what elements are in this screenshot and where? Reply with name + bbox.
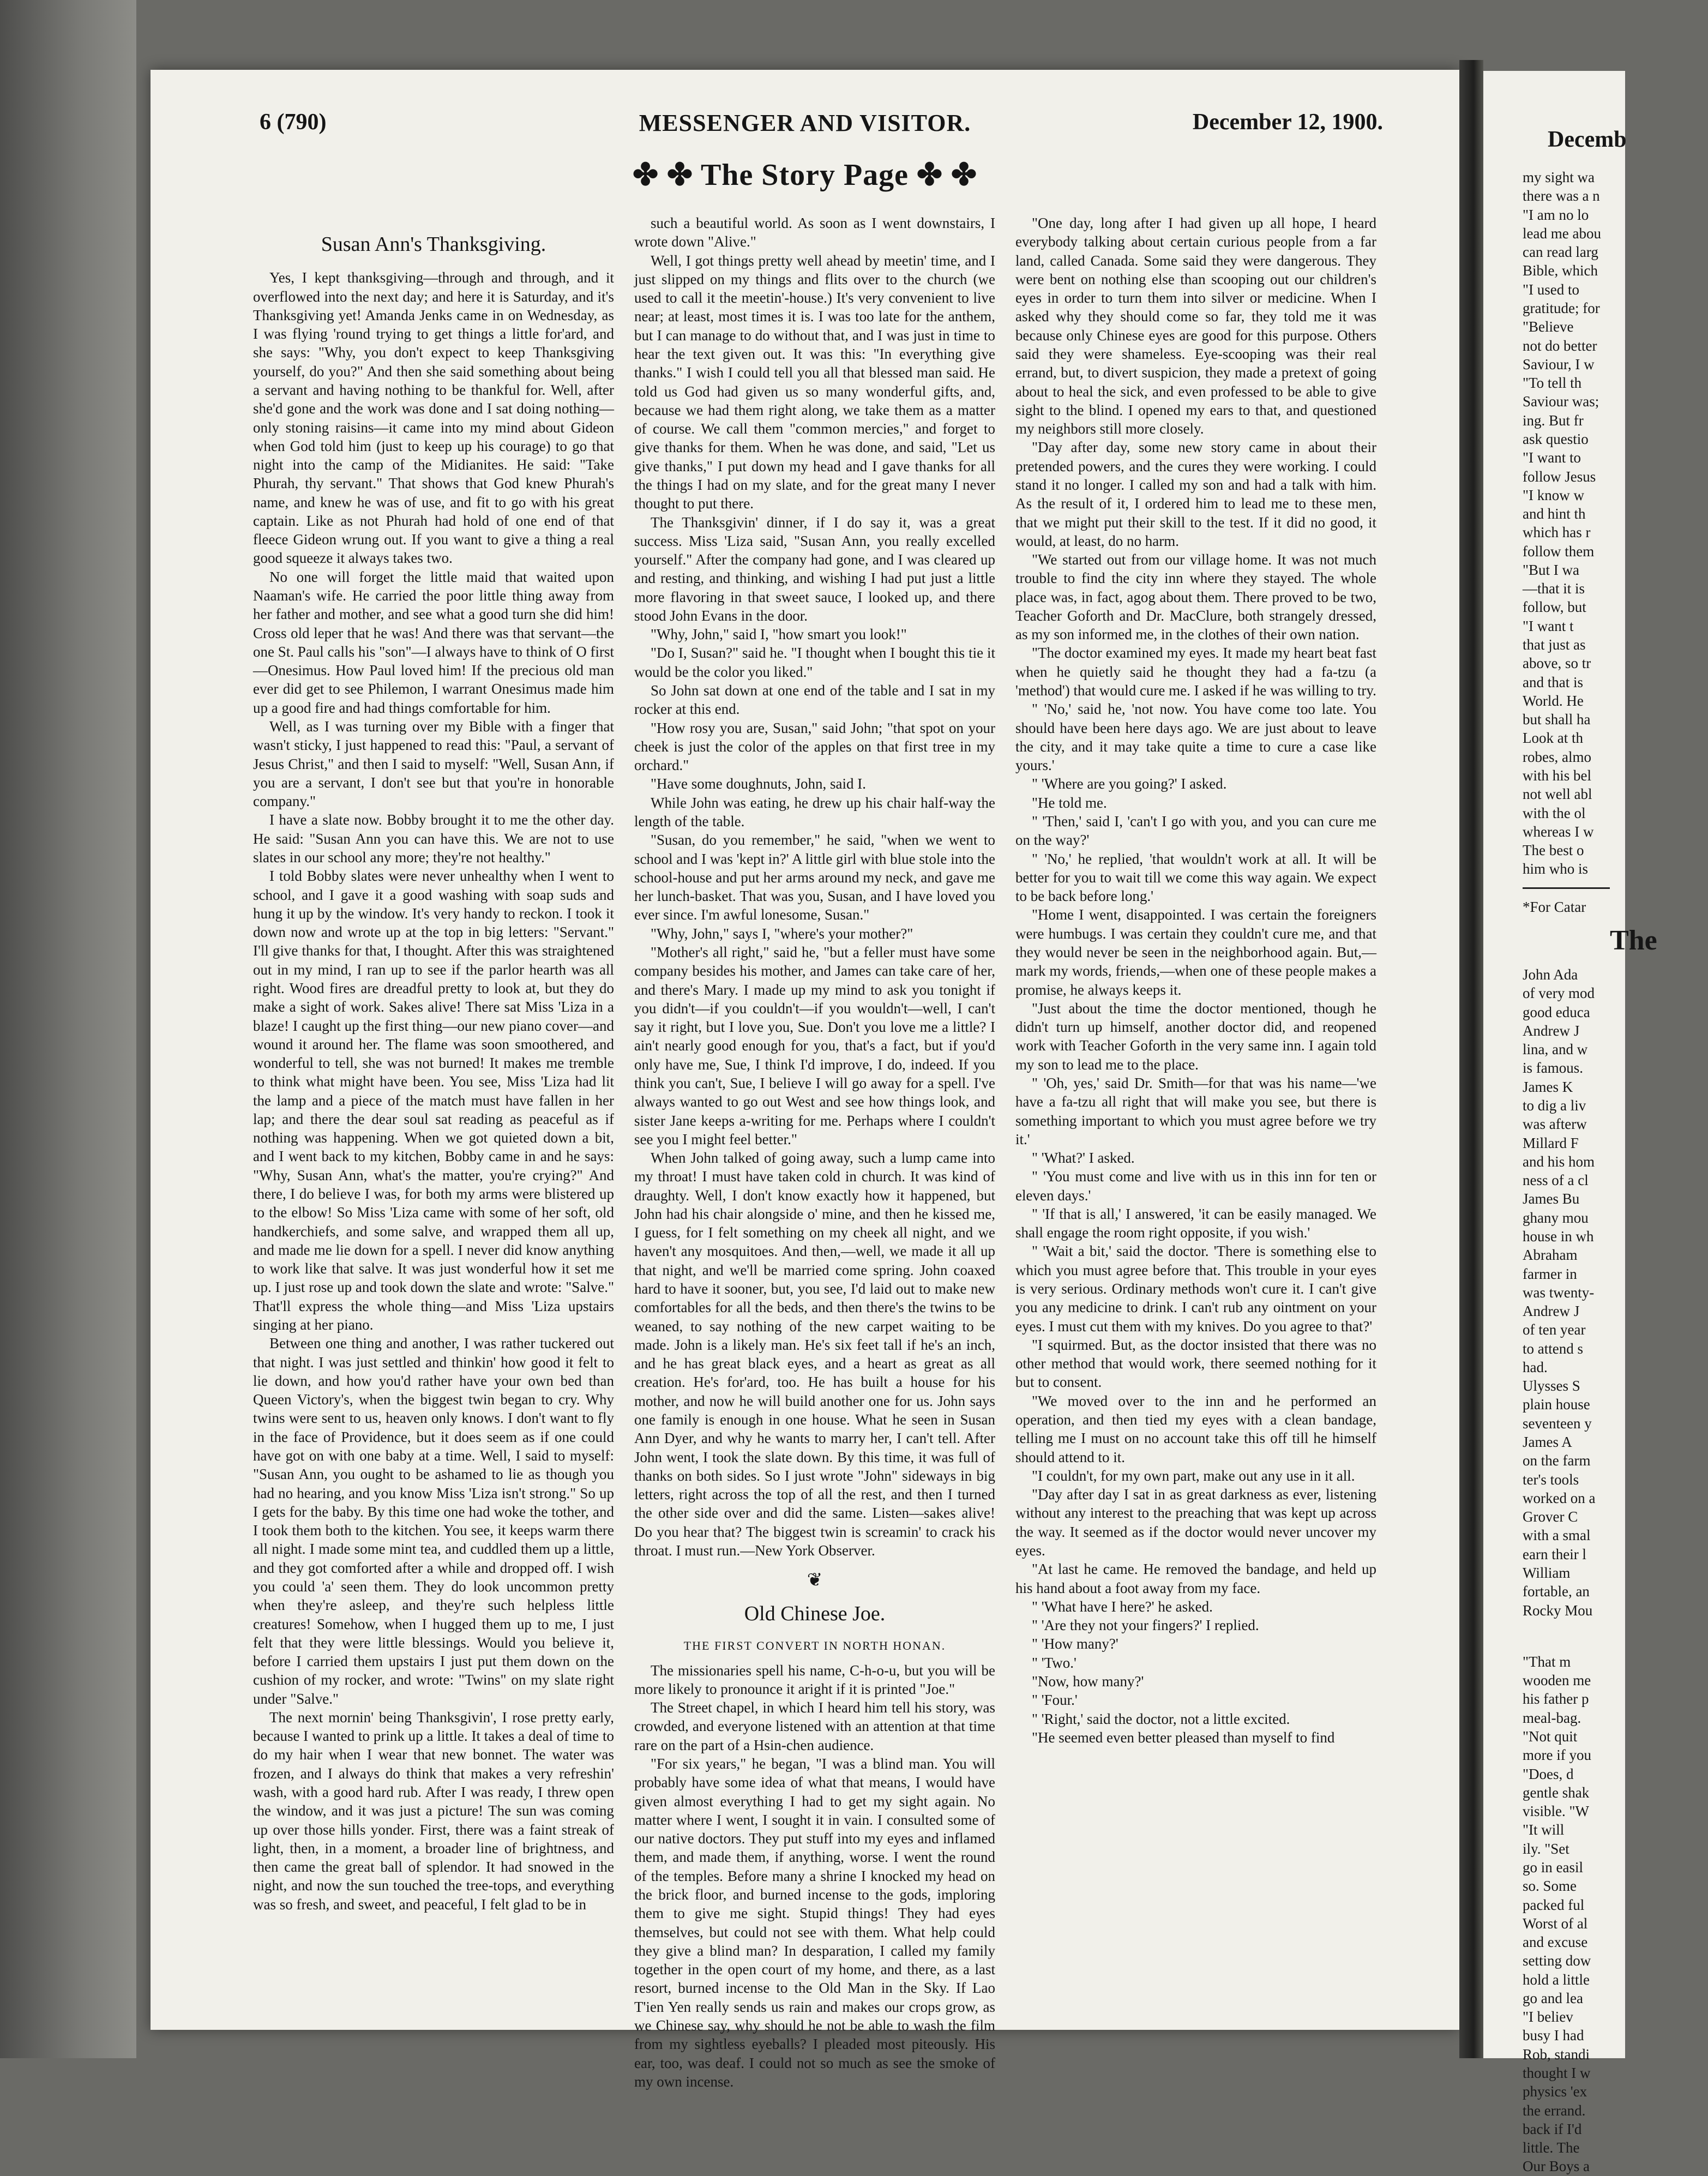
paragraph: No one will forget the little maid that waited upon Naaman's wife. He carried the poor little thing away from her father and mother, and see what a good turn she did him! Cross old leper that he was! And there was that servant—the one St. Paul calls his "son"—I always have to think of O first—Onesimus. How Paul loved him! If the precious old man ever did get to see Philemon, I warrant Onesimus made him up a good fire and had things comfortable for him. xyxy=(253,568,614,716)
text-line: hold a little xyxy=(1523,1971,1590,1988)
text-line: is famous. xyxy=(1523,1060,1583,1077)
text-line: "I want to xyxy=(1523,449,1581,466)
page-number: 6 (790) xyxy=(260,110,327,135)
paragraph: "Do I, Susan?" said he. "I thought when I bought this tie it would be the color you liked." xyxy=(634,645,995,680)
text-line: go and lea xyxy=(1523,1989,1583,2006)
text-line: of ten year xyxy=(1523,1321,1586,1338)
text-line: thought I w xyxy=(1523,2065,1591,2082)
text-line: Grover C xyxy=(1523,1508,1578,1525)
text-line: on the farm xyxy=(1523,1452,1591,1469)
text-line: house in wh xyxy=(1523,1228,1594,1245)
section-title: ✤ ✤ The Story Page ✤ ✤ xyxy=(633,158,977,192)
paragraph: "For six years," he began, "I was a blind man. You will probably have some idea of what that means, I would have given almost everything I had to get my sight again. No matter where I went, I sought it in vain. I consulted some of our native doctors. They put stuff into my eyes and inflamed them, and made them, if anything, worse. I went the round of the temples. Before many a shrine I knocked my head on the brick floor, and burned incense to the gods, imploring them to give me sight. Stupid things! They had eyes themselves, but could not see with them. What help could they give a blind man? In desparation, I called my family together in the open court of my home, and there, as a last resort, burned incense to the Old Man in the Sky. If Lao T'ien Yen really sends us rain and makes our crops grow, as we Chinese say, why should he not be able to wash the film from my sightless eyeballs? I pleaded most piteously. His ear, too, was deaf. I could not so much as see the smoke of my own incense. xyxy=(634,1756,995,2090)
paragraph: " 'Wait a bit,' said the doctor. 'There is something else to which you must agree before that. This trouble in your eyes is very serious. Ordinary methods won't cure it. I can't give you any medicine to drink. I can't rub any ointment on your eyes. I must cut them with my knives. Do you agree to that?' xyxy=(1015,1243,1376,1335)
text-line: follow Jesus xyxy=(1523,468,1596,485)
text-line: ing. But fr xyxy=(1523,412,1584,429)
text-line: Rocky Mou xyxy=(1523,1602,1593,1619)
text-line: with the ol xyxy=(1523,804,1586,821)
text-line: his father p xyxy=(1523,1691,1589,1708)
column-1 xyxy=(253,229,614,1953)
text-line: seventeen y xyxy=(1523,1415,1592,1432)
paragraph: "One day, long after I had given up all hope, I heard everybody talking about certain curious people from a far land, called Canada. Some said they were dangerous. They were bent on nothing else than scooping out our children's eyes in order to turn them into silver or medicine. When I asked why they should come so far, they told me it was because only Chinese eyes are good for this purpose. Others said they were shameless. Eye-scooping was their real errand, but, to divert suspicion, they made a pretext of going about to heal the sick, and even professed to be able to give sight to the blind. I opened my ears to that, and questioned my neighbors still more closely. xyxy=(1015,215,1376,437)
text-line: "It will xyxy=(1523,1822,1565,1838)
text-line: lead me abou xyxy=(1523,225,1601,242)
text-line: and hint th xyxy=(1523,506,1586,522)
text-line: Andrew J xyxy=(1523,1303,1580,1320)
text-line: Ulysses S xyxy=(1523,1378,1580,1394)
text-line: "I am no lo xyxy=(1523,206,1589,223)
paragraph: I have a slate now. Bobby brought it to me the other day. He said: "Susan Ann you can have this. We are not to use slates in our school any more; they're not healthy." xyxy=(253,812,614,865)
text-line: whereas I w xyxy=(1523,823,1594,840)
paragraph: "Mother's all right," said he, "but a feller must have some company besides his mother, and James can take care of her, and there's Mary. I made up my mind to ask you tonight if you didn't—if you couldn't—if you wouldn't—well, I can't say it right, but I love you, Sue. Don't you love me a little? I ain't nearly good enough for you, that's a fact, but if you'd only have me, Sue, I think I'd improve, I do, indeed. If you think you can't, Sue, I believe I will go away for a spell. I've always wanted to go out West and see how things look, and sister Jane keeps a-writing for me. Perhaps where I couldn't see you I might feel better." xyxy=(634,943,995,1147)
text-line: there was a n xyxy=(1523,188,1600,205)
story-subtitle: THE FIRST CONVERT IN NORTH HONAN. xyxy=(683,1638,946,1652)
text-line: go in easil xyxy=(1523,1859,1583,1876)
column-2 xyxy=(634,214,995,2090)
text-line: gratitude; for xyxy=(1523,299,1600,316)
text-line: "Not quit xyxy=(1523,1728,1578,1745)
text-line: follow them xyxy=(1523,543,1595,560)
paragraph: Between one thing and another, I was rather tuckered out that night. I was just settled and thinkin' how good it felt to lie down, and how you'd rather have your own bed than Queen Victory's, when the biggest twin began to cry. Why twins were sent to us, heaven only knows. I don't want to fly in the face of Providence, but it does seem as if one could have got on with one baby at a time. Well, I said to myself: "Susan Ann, you ought to be ashamed to lie as though you had no hearing, and you know Miss 'Liza isn't strong." So up I gets for the baby. By this time one had woke the tother, and I took them both to the kitchen. You see, it keeps warm there all night. I made some mint tea, and cuddled them up a little, and they got comforted after a while and dropped off. I wish you could 'a' seen them. They do look uncommon pretty when they're asleep, and they're such helpless little creatures! Somehow, when I hugged them up to me, I just felt that they were little blessings. Would you believe it, before I carried them upstairs I just put them down on the cushion of my rocker, and wrote: "Twins" on my slate right under "Salve." xyxy=(253,1335,614,1707)
text-line: wooden me xyxy=(1523,1672,1591,1689)
text-line: "To tell th xyxy=(1523,375,1582,392)
paragraph: "He told me. xyxy=(1032,794,1107,811)
newspaper-page xyxy=(151,70,1459,2090)
text-line: of very mod xyxy=(1523,985,1595,1002)
text-line: —that it is xyxy=(1523,580,1585,597)
scanner-frame xyxy=(0,0,136,2058)
text-line: but shall ha xyxy=(1523,711,1591,728)
paragraph: The next mornin' being Thanksgivin', I rose pretty early, because I wanted to prink up a little. It takes a deal of time to do my hair when I wear that new bonnet. The water was frozen, and I always do think that makes a very refreshin' wash, with a good hard rub. After I was ready, I threw open the window, and it was just a picture! The sun was coming up over those hills yonder. First, there was a faint streak of light, then, in a moment, a broader line of brightness, and then came the great ball of splendor. It had snowed in the night, and now the sun touched the tree-tops, and everything was so fresh, and sweet, and peaceful, I felt glad to be in xyxy=(253,1709,614,1913)
paragraph: "Just about the time the doctor mentioned, though he didn't turn up himself, another doctor did, and reopened work with Teacher Goforth in the very same inn. I again told my son to lead me to the place. xyxy=(1015,1000,1376,1073)
text-line: ily. "Set xyxy=(1523,1840,1569,1857)
text-line: ness of a cl xyxy=(1523,1172,1589,1189)
paragraph: "We started out from our village home. It was not much trouble to find the city inn where they stayed. The whole place was, in fact, agog about them. There proved to be two, Teacher Goforth and Dr. MacClure, both strangely dressed, as my son informed me, in the clothes of their own nation. xyxy=(1015,551,1376,643)
text-line: Look at th xyxy=(1523,730,1583,747)
text-line: plain house xyxy=(1523,1396,1590,1413)
paragraph: " 'If that is all,' I answered, 'it can be easily managed. We shall engage the room right opposite, if you wish.' xyxy=(1015,1205,1376,1241)
text-line: not well abl xyxy=(1523,786,1592,803)
text-line: lina, and w xyxy=(1523,1041,1588,1058)
paragraph: " 'Oh, yes,' said Dr. Smith—for that was his name—'we have a fa-tzu all right that will make you see, but there is something important to which you must agree before we try it.' xyxy=(1015,1074,1376,1147)
text-line: him who is xyxy=(1523,861,1589,877)
text-line: "That m xyxy=(1523,1653,1571,1670)
paragraph: "Home I went, disappointed. I was certain the foreigners were humbugs. I was certain they couldn't cure me, and that they would never be seen in the neighborhood again. But,—mark my words, friends,—when one of these people makes a promise, he always keeps it. xyxy=(1015,906,1376,998)
paragraph: "Susan, do you remember," he said, "when we went to school and I was 'kept in?' A little girl with blue stole into the school-house and put her arms around my neck, and gave me her lunch-basket. That was you, Susan, and I have loved you ever since. I'm awful lonesome, Susan." xyxy=(634,832,995,923)
text-line: which has r xyxy=(1523,524,1591,541)
ornament: ❦ xyxy=(807,1570,823,1591)
paragraph: "I squirmed. But, as the doctor insisted that there was no other method that would work, there seemed nothing for it but to consent. xyxy=(1015,1336,1376,1391)
paragraph: " 'No,' said he, 'not now. You have come too late. You should have been here days ago. We are just about to leave the city, and it may take quite a time to cure a case like yours.' xyxy=(1015,701,1376,774)
text-line: my sight wa xyxy=(1523,169,1595,185)
text-line: was twenty- xyxy=(1523,1284,1595,1301)
text-line: Worst of al xyxy=(1523,1915,1588,1932)
text-line: robes, almo xyxy=(1523,748,1591,765)
text-line: with his bel xyxy=(1523,767,1591,784)
text-line: "I want t xyxy=(1523,617,1574,634)
paragraph: When John talked of going away, such a lump came into my throat! I must have taken cold in church. It was kind of draughty. Well, I don't know exactly how it happened, but John had his chair alongside o' mine, and then he kissed me, I guess, for I felt something on my cheek all night, and we haven't any mosquitoes. And then,—well, we made it all up that night, and we'll be married come spring. John coaxed hard to have it sooner, but, you see, I'd laid out to make new comfortables for all the beds, and then there's the twins to be weaned, to say nothing of the new carpet waiting to be made. John is a likely man. He's six feet tall if he's an inch, and he has great black eyes, and a heart as great as all creation. He's for'ard, too. He has built a house for his mother, and now he will build another one for us. John says one family is enough in one house. What he seen in Susan Ann Dyer, and why he wants to marry her, I can't tell. After John went, I took the slate down. By this time, it was full of thanks on both sides. So I just wrote "John" sideways in big letters, right across the top of all the rest, and then I turned the other side over and did the same. Listen—sakes alive! Do you hear that? The biggest twin is screamin' to crack his throat. I must run.—New York Observer. xyxy=(634,1150,995,1559)
story-title: Susan Ann's Thanksgiving. xyxy=(321,233,546,256)
paragraph: Well, I got things pretty well ahead by meetin' time, and I just slipped on my things and flits over to the church (we used to call it the meetin'-house.) It's very convenient to live near; at least, most times it is. I was too late for the anthem, but I can manage to do without that, and I was just in time to hear the text given out. It was this: "In everything give thanks." I wish I could tell you all that blessed man said. He told us God had given us so many wonderful gifts, and, because we had them right along, we take them as a matter of course. We call them "common mercies," and forget to give thanks for them. When he was done, and said, "Let us give thanks," I put down my head and I gave thanks for all the things I had on my slate, and for the great many I never thought to put there. xyxy=(634,252,995,512)
newspaper-title: MESSENGER AND VISITOR. xyxy=(639,110,971,136)
paragraph: such a beautiful world. As soon as I went downstairs, I wrote down "Alive." xyxy=(634,215,995,250)
text-line: "Believe xyxy=(1523,318,1574,335)
text-line: Saviour was; xyxy=(1523,393,1599,410)
text-line: fortable, an xyxy=(1523,1583,1590,1600)
paragraph: So John sat down at one end of the table and I sat in my rocker at this end. xyxy=(634,682,995,718)
text-line: busy I had xyxy=(1523,2027,1584,2044)
paragraph: " 'Four.' xyxy=(1032,1692,1078,1709)
text-line: had. xyxy=(1523,1359,1548,1375)
text-line: William xyxy=(1523,1565,1571,1581)
paragraph: The Street chapel, in which I heard him tell his story, was crowded, and everyone listened with an attention at that time rare on the part of a Hsin-chen audience. xyxy=(634,1699,995,1753)
text-line: the errand. xyxy=(1523,2102,1586,2119)
text-line: little. The xyxy=(1523,2139,1580,2156)
text-line: to dig a liv xyxy=(1523,1097,1586,1114)
paragraph: " 'Where are you going?' I asked. xyxy=(1032,776,1227,792)
text-line: The best o xyxy=(1523,842,1584,859)
divider xyxy=(1523,887,1610,889)
paragraph: "Day after day I sat in as great darkness as ever, listening without any interest to the preaching that was kept up across the way. It seemed as if the doctor would never uncover my eyes. xyxy=(1015,1486,1376,1559)
paragraph: "At last he came. He removed the bandage, and held up his hand about a foot away from my face. xyxy=(1015,1561,1376,1596)
paragraph: "Day after day, some new story came in about their pretended powers, and the cures they were working. I could stand it no longer. I called my son and had a talk with him. As the result of it, I ordered him to lead me to these men, that we might put their skill to the test. If it did no good, it would, at least, do no harm. xyxy=(1015,439,1376,549)
text-line: Millard F xyxy=(1523,1134,1579,1151)
text-line: and his hom xyxy=(1523,1153,1595,1170)
column-3 xyxy=(1015,214,1376,1953)
story-title: Old Chinese Joe. xyxy=(744,1602,886,1626)
paragraph: I told Bobby slates were never unhealthy when I went to school, and I gave it a good washing with soap suds and hung it up by the window. It's very handy to reckon. I took it down now and wrote up at the top in big letters: "Servant." I'll give thanks for that, I thought. After this was straightened out in my mind, I ran up to see if the parlor hearth was all right. Wood fires are dreadful pretty to look at, but they do make a sight of work. Sakes alive! There sat Miss 'Liza in a blaze! I caught up the first thing—our new piano cover—and wound it around her. The flame was soon smoothered, and wonderful to tell, she was not burned! It makes me tremble to think what might have been. You see, Miss 'Liza had lit the lamp and a piece of the match must have fallen in her lap; and there the dear soul sat reading as peaceful as if nothing was happening. When we got quieted down a bit, and I went back to my kitchen, Bobby came in and he says: "Why, Susan Ann, what's the matter, you're crying?" And there, I do believe I was, for both my arms were blistered up to the elbow! So Miss 'Liza came with some of her soft, old handkerchiefs, and some salve, and wrapped them all up, and made me lie down for a spell. I never did know anything to work like that salve. It was just wonderful how it set me up. I just rose up and took down the slate and wrote: "Salve." That'll express the whole thing—and Miss 'Liza upstairs singing at her piano. xyxy=(253,868,614,1333)
text-line: James A xyxy=(1523,1434,1572,1451)
paragraph: "How rosy you are, Susan," said John; "that spot on your cheek is just the color of the apples on that first tree in my orchard." xyxy=(634,719,995,774)
text-line: back if I'd xyxy=(1523,2120,1582,2137)
paragraph: "Have some doughnuts, John, said I. xyxy=(651,776,866,792)
paragraph: The missionaries spell his name, C-h-o-u, but you will be more likely to pronounce it aright if it is printed "Joe." xyxy=(634,1662,995,1697)
paragraph: "Now, how many?' xyxy=(1032,1673,1144,1690)
text-line: so. Some xyxy=(1523,1878,1577,1895)
paragraph: " 'You must come and live with us in this inn for ten or eleven days.' xyxy=(1015,1168,1376,1204)
paragraph: " 'How many?' xyxy=(1032,1636,1118,1652)
text-line: ter's tools xyxy=(1523,1471,1579,1488)
section-heading: The xyxy=(1610,924,1657,956)
text-line: can read larg xyxy=(1523,244,1598,261)
paragraph: "The doctor examined my eyes. It made my heart beat fast when he quietly said he thought they had a fa-tzu (a 'method') that would cure me. I asked if he was willing to try. xyxy=(1015,645,1376,699)
paragraph: " 'What?' I asked. xyxy=(1032,1150,1135,1167)
text-line: Our Boys a xyxy=(1523,2158,1590,2175)
text-line: "But I wa xyxy=(1523,561,1580,578)
paragraph: The Thanksgivin' dinner, if I do say it, was a great success. Miss 'Liza said, "Susan Ann, you really excelled yourself." After the company had gone, and I was cleared up and resting, and thinking, and wishing I had put just a little more flavoring in that sweet sauce, I looked up, and there stood John Evans in the door. xyxy=(634,514,995,624)
text-line: meal-bag. xyxy=(1523,1709,1581,1726)
binding-gutter xyxy=(1459,60,1483,2058)
text-line: with a smal xyxy=(1523,1527,1591,1544)
paragraph: While John was eating, he drew up his chair half-way the length of the table. xyxy=(634,794,995,829)
adjacent-page xyxy=(1483,71,1657,2175)
text-line: gentle shak xyxy=(1523,1784,1590,1801)
paragraph: "Why, John," says I, "where's your mother?" xyxy=(651,925,913,942)
paragraph: Yes, I kept thanksgiving—through and through, and it overflowed into the next day; and here it is Saturday, and it's Thanksgiving yet! Amanda Jenks came in on Wednesday, as I was flying 'round trying to get things a little for'ard, and she says: "Why, you don't expect to keep Thanksgiving yourself, do you?" And then she said something about being a servant and having nothing to be thankful for. Well, after she'd gone and the work was done and I sat doing nothing—only stoning raisins—it came into my mind about Gideon when God told him (just to keep up his courage) to go that night into the camp of the Midianites. He said: "Take Phurah, thy servant." That shows that God knew Phurah's name, and knew he was of use, and fit to go with his great captain. Like as not Phurah had hold of one end of that fleece Gideon wrung out. If you want to give a thing a real good squeeze it always takes two. xyxy=(253,269,614,567)
text-line: farmer in xyxy=(1523,1265,1577,1282)
text-line: Bible, which xyxy=(1523,262,1598,279)
text-line: more if you xyxy=(1523,1747,1591,1764)
paragraph: "Why, John," said I, "how smart you look!" xyxy=(651,626,907,643)
text-line: and that is xyxy=(1523,674,1583,690)
adjacent-page-column xyxy=(1523,168,1708,2176)
text-line: good educa xyxy=(1523,1003,1590,1020)
text-line: James Bu xyxy=(1523,1191,1580,1207)
paragraph: "He seemed even better pleased than myself to find xyxy=(1032,1729,1335,1746)
paragraph: " 'Right,' said the doctor, not a little excited. xyxy=(1032,1710,1290,1727)
text-line: was afterw xyxy=(1523,1116,1587,1133)
text-line: worked on a xyxy=(1523,1489,1596,1506)
text-line: above, so tr xyxy=(1523,655,1591,672)
spacer xyxy=(1523,1620,1708,1652)
paragraph: " 'Then,' said I, 'can't I go with you, and you can cure me on the way?' xyxy=(1015,813,1376,849)
text-line: World. He xyxy=(1523,692,1584,709)
text-line: setting dow xyxy=(1523,1952,1591,1969)
text-line: ghany mou xyxy=(1523,1209,1589,1226)
text-line: Abraham xyxy=(1523,1247,1578,1264)
adjacent-page-header: Decemb xyxy=(1548,127,1627,152)
text-line: "I believ xyxy=(1523,2009,1573,2025)
text-line: Rob, standi xyxy=(1523,2046,1590,2063)
text-line: Saviour, I w xyxy=(1523,356,1595,372)
paragraph: " 'Two.' xyxy=(1032,1654,1076,1671)
text-line: "Does, d xyxy=(1523,1765,1574,1782)
paragraph: "I couldn't, for my own part, make out any use in it all. xyxy=(1032,1467,1355,1484)
paragraph: Well, as I was turning over my Bible with a finger that wasn't sticky, I just happened to read this: "Paul, a servant of Jesus Christ," and then I said to myself: "Well, Susan Ann, if you are a servant, I don't see but that you're in honorable company." xyxy=(253,718,614,810)
paragraph: " 'No,' he replied, 'that wouldn't work at all. It will be better for you to wait till we come this way again. We expect to be back before long.' xyxy=(1015,850,1376,905)
text-line: visible. "W xyxy=(1523,1803,1590,1820)
paragraph: " 'What have I here?' he asked. xyxy=(1032,1598,1213,1615)
text-line: not do better xyxy=(1523,337,1597,354)
text-line: "I used to xyxy=(1523,281,1580,298)
text-line: James K xyxy=(1523,1078,1573,1095)
paragraph: "We moved over to the inn and he performed an operation, and then tied my eyes with a clean bandage, telling me I must on no account take this off till he himself should attend to it. xyxy=(1015,1392,1376,1465)
story-body xyxy=(253,268,614,1914)
text-line: packed ful xyxy=(1523,1896,1585,1913)
text-line: John Ada xyxy=(1523,966,1578,983)
text-line: follow, but xyxy=(1523,599,1586,616)
text-line: that just as xyxy=(1523,636,1586,653)
text-line: earn their l xyxy=(1523,1546,1586,1562)
text-line: "I know w xyxy=(1523,486,1585,503)
paragraph: " 'Are they not your fingers?' I replied. xyxy=(1032,1617,1259,1634)
text-line: physics 'ex xyxy=(1523,2083,1587,2100)
footnote: *For Catar xyxy=(1523,898,1586,915)
text-line: Andrew J xyxy=(1523,1022,1580,1039)
text-line: to attend s xyxy=(1523,1340,1583,1357)
text-line: and excuse xyxy=(1523,1934,1588,1951)
issue-date: December 12, 1900. xyxy=(1192,110,1383,135)
text-line: ask questio xyxy=(1523,430,1589,447)
